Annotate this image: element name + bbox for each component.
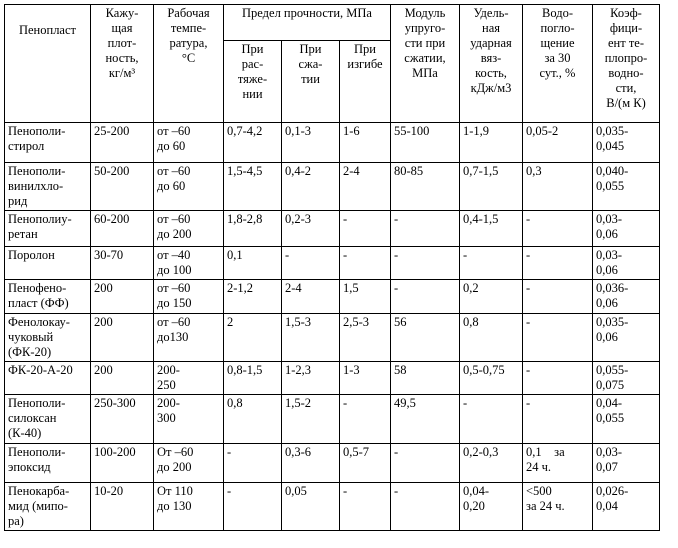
cell-density: 250-300 xyxy=(91,395,154,444)
cell-bending-strength: 2-4 xyxy=(340,163,391,211)
cell-water-absorption: - xyxy=(523,362,593,395)
cell-modulus: - xyxy=(391,280,460,314)
cell-bending-strength: 1-3 xyxy=(340,362,391,395)
cell-density: 200 xyxy=(91,314,154,362)
cell-impact-strength: 0,5-0,75 xyxy=(460,362,523,395)
cell-compression-strength: 2-4 xyxy=(282,280,340,314)
cell-compression-strength: 0,2-3 xyxy=(282,211,340,247)
cell-tension-strength: 0,8 xyxy=(224,395,282,444)
cell-foam-name: Пенополиу- ретан xyxy=(5,211,91,247)
cell-water-absorption: 0,05-2 xyxy=(523,123,593,163)
cell-water-absorption: <500 за 24 ч. xyxy=(523,483,593,531)
header-modulus: Модуль упруго- сти при сжатии, МПа xyxy=(391,5,460,123)
cell-temperature: от –40 до 100 xyxy=(154,247,224,280)
cell-bending-strength: - xyxy=(340,247,391,280)
cell-thermal-conductivity: 0,035- 0,06 xyxy=(593,314,660,362)
cell-modulus: - xyxy=(391,483,460,531)
cell-modulus: 80-85 xyxy=(391,163,460,211)
cell-impact-strength: 0,2-0,3 xyxy=(460,444,523,483)
foam-properties-table xyxy=(4,4,660,531)
cell-impact-strength: 1-1,9 xyxy=(460,123,523,163)
header-tension: При рас- тяже- нии xyxy=(224,41,282,123)
header-density: Кажу- щая плот- ность, кг/м³ xyxy=(91,5,154,123)
cell-tension-strength: 0,7-4,2 xyxy=(224,123,282,163)
cell-foam-name: Поролон xyxy=(5,247,91,280)
table-row xyxy=(5,444,660,483)
cell-water-absorption: - xyxy=(523,211,593,247)
cell-thermal-conductivity: 0,04- 0,055 xyxy=(593,395,660,444)
cell-temperature: От –60 до 200 xyxy=(154,444,224,483)
table-row xyxy=(5,483,660,531)
cell-bending-strength: 1-6 xyxy=(340,123,391,163)
cell-modulus: 56 xyxy=(391,314,460,362)
table-row xyxy=(5,123,660,163)
cell-thermal-conductivity: 0,03- 0,06 xyxy=(593,247,660,280)
cell-thermal-conductivity: 0,055- 0,075 xyxy=(593,362,660,395)
cell-thermal-conductivity: 0,03- 0,07 xyxy=(593,444,660,483)
cell-thermal-conductivity: 0,026- 0,04 xyxy=(593,483,660,531)
cell-impact-strength: 0,2 xyxy=(460,280,523,314)
cell-density: 200 xyxy=(91,362,154,395)
cell-foam-name: Пенополи- эпоксид xyxy=(5,444,91,483)
table-row xyxy=(5,395,660,444)
cell-water-absorption: 0,3 xyxy=(523,163,593,211)
cell-bending-strength: 1,5 xyxy=(340,280,391,314)
cell-foam-name: Пенополи- силоксан (К-40) xyxy=(5,395,91,444)
header-foam: Пенопласт xyxy=(5,5,91,123)
cell-temperature: 200- 300 xyxy=(154,395,224,444)
table-row xyxy=(5,314,660,362)
cell-tension-strength: 2 xyxy=(224,314,282,362)
cell-temperature: От 110 до 130 xyxy=(154,483,224,531)
cell-tension-strength: 1,5-4,5 xyxy=(224,163,282,211)
cell-modulus: - xyxy=(391,211,460,247)
cell-thermal-conductivity: 0,036- 0,06 xyxy=(593,280,660,314)
cell-compression-strength: - xyxy=(282,247,340,280)
cell-modulus: 55-100 xyxy=(391,123,460,163)
cell-modulus: 49,5 xyxy=(391,395,460,444)
cell-bending-strength: - xyxy=(340,211,391,247)
table-container xyxy=(4,4,660,531)
cell-bending-strength: - xyxy=(340,483,391,531)
cell-foam-name: ФК-20-А-20 xyxy=(5,362,91,395)
table-row xyxy=(5,247,660,280)
table-row xyxy=(5,211,660,247)
header-water: Водо- погло- щение за 30 сут., % xyxy=(523,5,593,123)
cell-density: 30-70 xyxy=(91,247,154,280)
cell-modulus: 58 xyxy=(391,362,460,395)
cell-temperature: 200- 250 xyxy=(154,362,224,395)
cell-tension-strength: 0,8-1,5 xyxy=(224,362,282,395)
cell-density: 60-200 xyxy=(91,211,154,247)
cell-thermal-conductivity: 0,03- 0,06 xyxy=(593,211,660,247)
cell-modulus: - xyxy=(391,444,460,483)
cell-tension-strength: 2-1,2 xyxy=(224,280,282,314)
cell-water-absorption: - xyxy=(523,280,593,314)
cell-impact-strength: 0,8 xyxy=(460,314,523,362)
cell-density: 25-200 xyxy=(91,123,154,163)
cell-impact-strength: - xyxy=(460,247,523,280)
cell-temperature: от –60 до 60 xyxy=(154,163,224,211)
cell-compression-strength: 0,4-2 xyxy=(282,163,340,211)
cell-tension-strength: - xyxy=(224,444,282,483)
cell-foam-name: Пенополи- винилхло- рид xyxy=(5,163,91,211)
header-bending: При изгибе xyxy=(340,41,391,123)
cell-density: 200 xyxy=(91,280,154,314)
cell-compression-strength: 1-2,3 xyxy=(282,362,340,395)
cell-foam-name: Фенолокау- чуковый (ФК-20) xyxy=(5,314,91,362)
cell-temperature: от –60 до 150 xyxy=(154,280,224,314)
cell-bending-strength: 2,5-3 xyxy=(340,314,391,362)
cell-thermal-conductivity: 0,040- 0,055 xyxy=(593,163,660,211)
cell-impact-strength: 0,4-1,5 xyxy=(460,211,523,247)
cell-modulus: - xyxy=(391,247,460,280)
cell-foam-name: Пенокарба- мид (мипо- ра) xyxy=(5,483,91,531)
cell-compression-strength: 0,3-6 xyxy=(282,444,340,483)
cell-tension-strength: 0,1 xyxy=(224,247,282,280)
cell-compression-strength: 0,05 xyxy=(282,483,340,531)
table-row xyxy=(5,163,660,211)
cell-foam-name: Пенополи- стирол xyxy=(5,123,91,163)
cell-water-absorption: 0,1 за 24 ч. xyxy=(523,444,593,483)
header-impact: Удель- ная ударная вяз- кость, кДж/м3 xyxy=(460,5,523,123)
table-body xyxy=(5,123,660,531)
table-row xyxy=(5,280,660,314)
cell-bending-strength: - xyxy=(340,395,391,444)
cell-tension-strength: - xyxy=(224,483,282,531)
cell-water-absorption: - xyxy=(523,314,593,362)
cell-temperature: от –60 до130 xyxy=(154,314,224,362)
cell-temperature: от –60 до 60 xyxy=(154,123,224,163)
cell-foam-name: Пенофено- пласт (ФФ) xyxy=(5,280,91,314)
cell-density: 50-200 xyxy=(91,163,154,211)
table-row xyxy=(5,362,660,395)
cell-density: 100-200 xyxy=(91,444,154,483)
cell-compression-strength: 1,5-3 xyxy=(282,314,340,362)
cell-density: 10-20 xyxy=(91,483,154,531)
cell-tension-strength: 1,8-2,8 xyxy=(224,211,282,247)
header-strength: Предел прочности, МПа xyxy=(224,5,391,41)
header-conductivity: Коэф- фици- ент те- плопро- водно- сти, В/(м К) xyxy=(593,5,660,123)
cell-thermal-conductivity: 0,035- 0,045 xyxy=(593,123,660,163)
cell-temperature: от –60 до 200 xyxy=(154,211,224,247)
cell-water-absorption: - xyxy=(523,395,593,444)
cell-impact-strength: 0,7-1,5 xyxy=(460,163,523,211)
cell-compression-strength: 0,1-3 xyxy=(282,123,340,163)
cell-water-absorption: - xyxy=(523,247,593,280)
cell-impact-strength: 0,04- 0,20 xyxy=(460,483,523,531)
header-compression: При сжа- тии xyxy=(282,41,340,123)
cell-compression-strength: 1,5-2 xyxy=(282,395,340,444)
cell-impact-strength: - xyxy=(460,395,523,444)
cell-bending-strength: 0,5-7 xyxy=(340,444,391,483)
header-temperature: Рабочая темпе- ратура, °С xyxy=(154,5,224,123)
